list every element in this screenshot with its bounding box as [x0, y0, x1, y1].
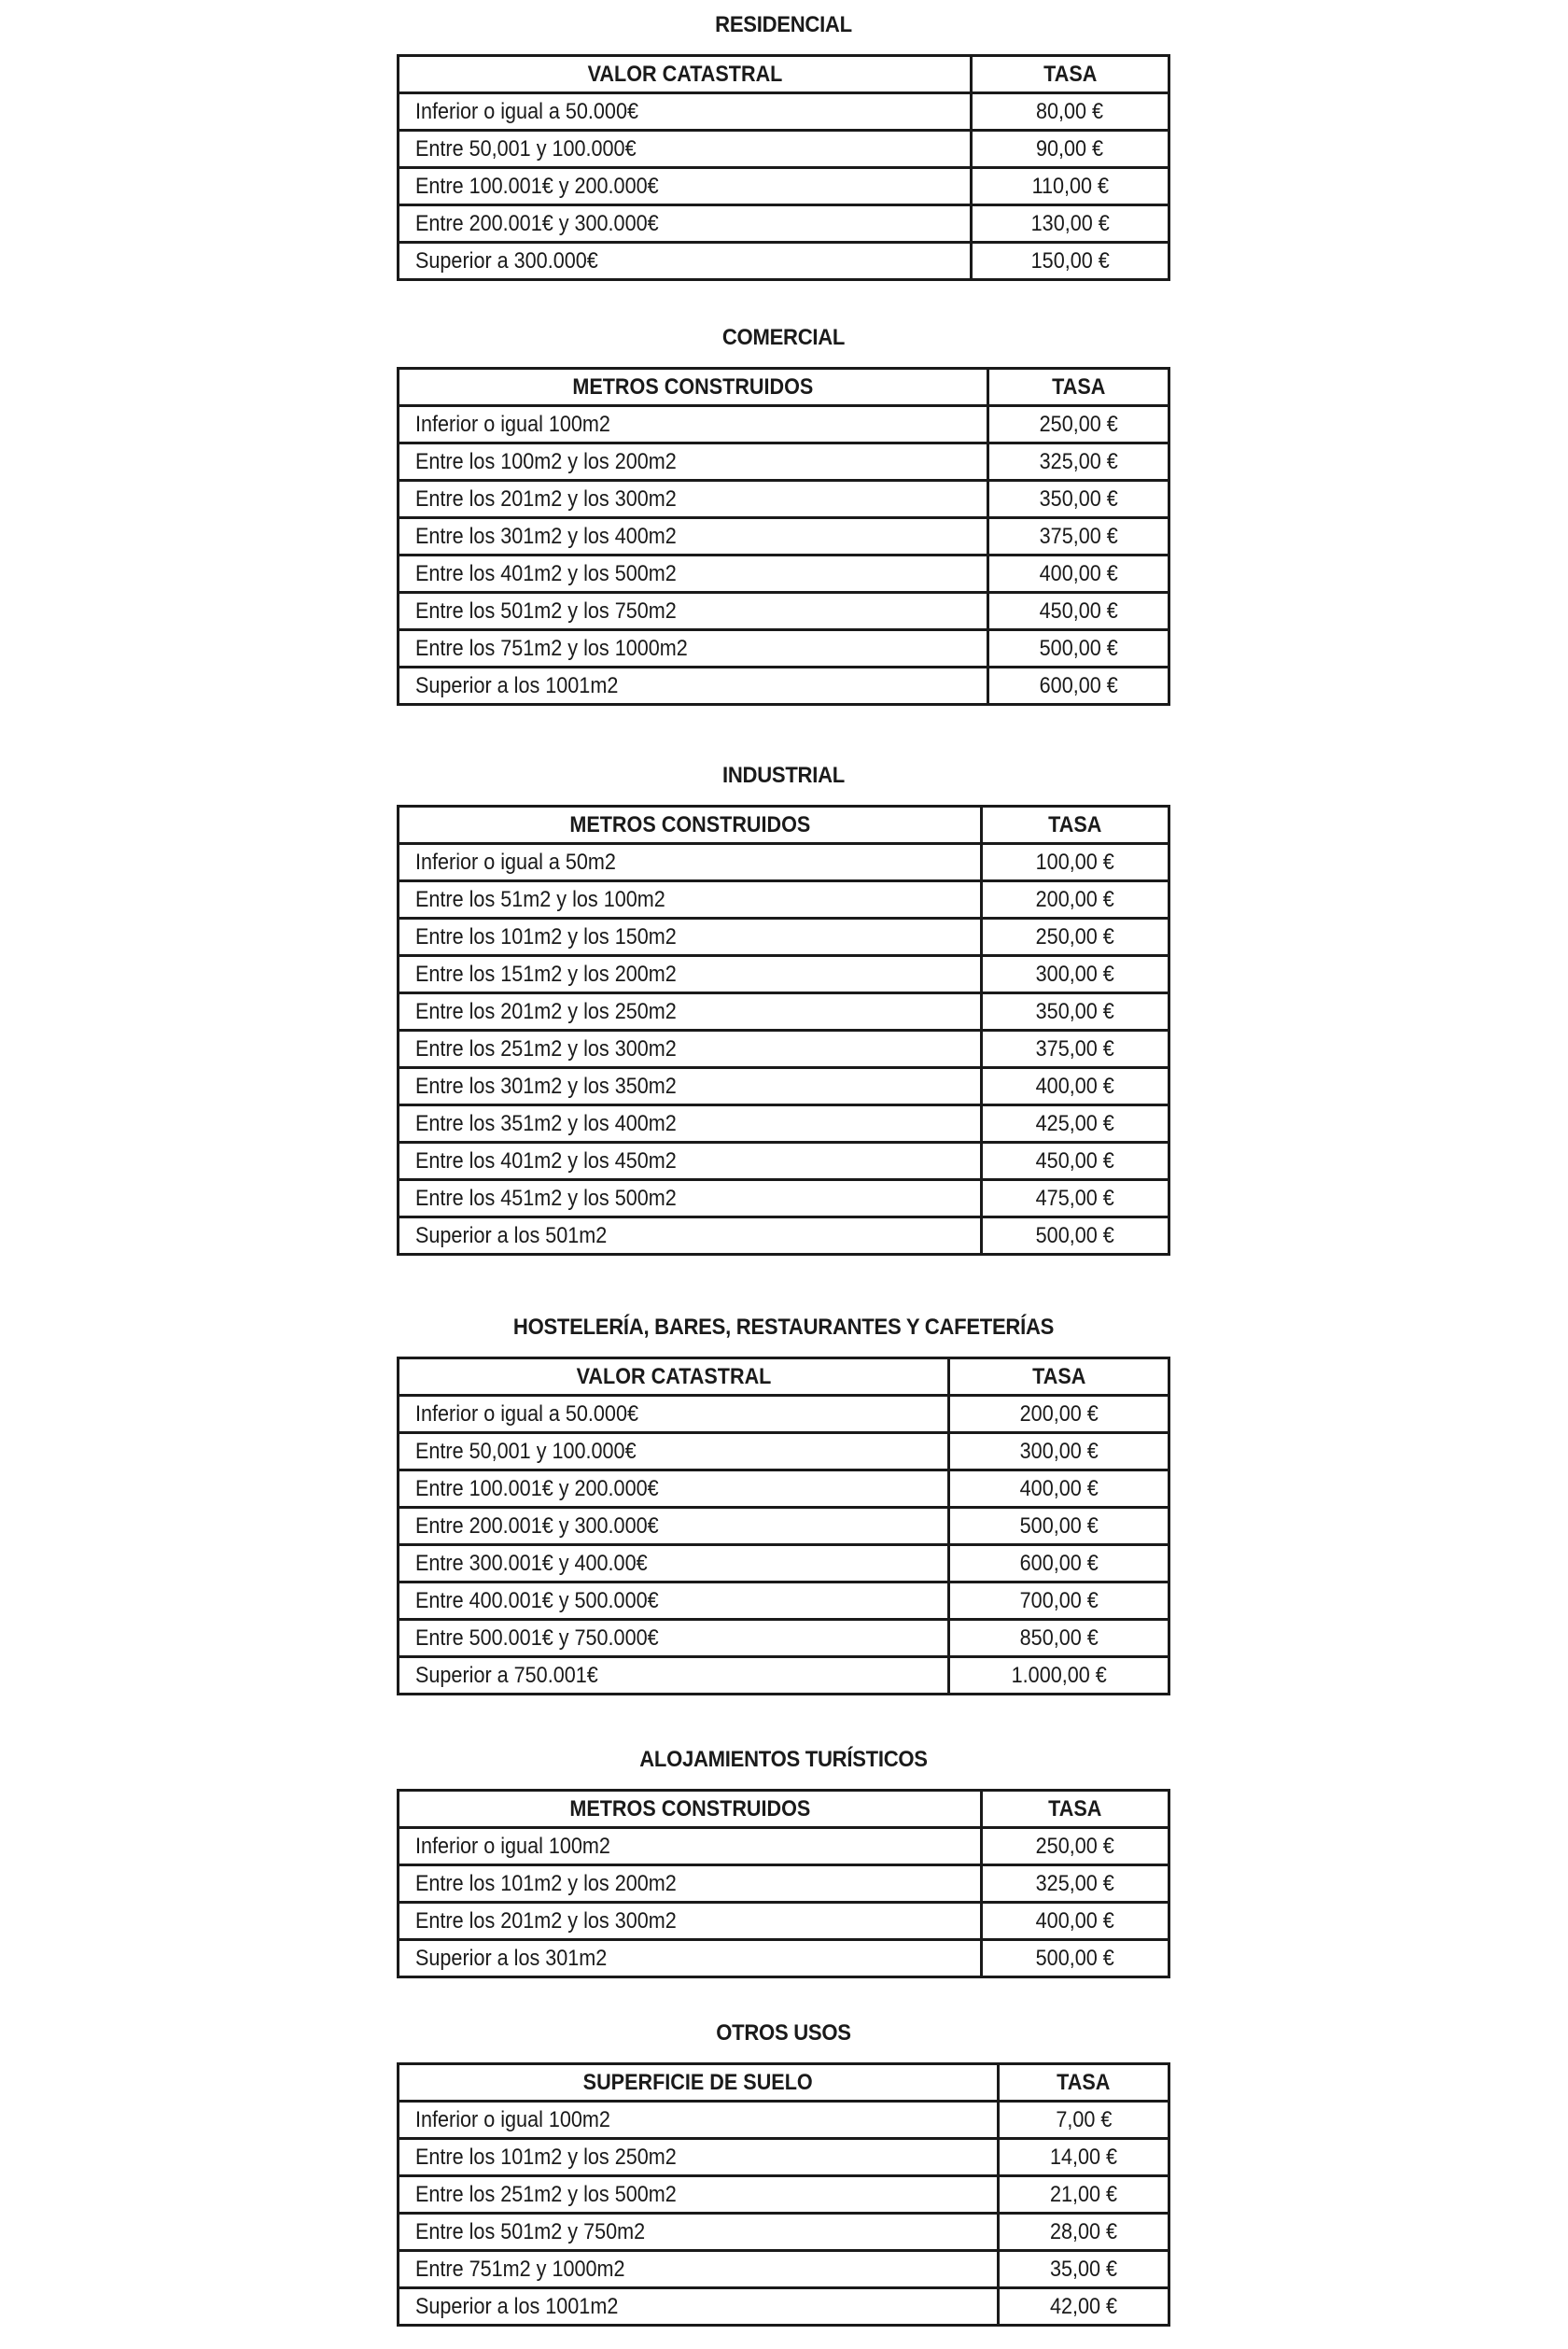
- fee-cell: [949, 1545, 1169, 1582]
- range-cell: [399, 2102, 999, 2139]
- fee-cell: [982, 844, 1169, 881]
- range-text: Entre 751m2 y 1000m2: [415, 2257, 625, 2282]
- fee-amount: 35,00 €: [1049, 2257, 1118, 2282]
- range-text: Superior a los 1001m2: [415, 673, 619, 698]
- rate-section: [397, 1735, 1170, 1978]
- fee-cell: [988, 406, 1169, 443]
- fee-amount: 600,00 €: [1039, 673, 1118, 698]
- table-row: [399, 1940, 1169, 1977]
- range-cell: [399, 1865, 982, 1903]
- range-cell: [399, 518, 988, 556]
- fee-amount: 300,00 €: [1035, 962, 1115, 987]
- range-text: Entre los 301m2 y los 400m2: [415, 524, 677, 549]
- range-text: Entre los 451m2 y los 500m2: [415, 1186, 677, 1211]
- range-text: Entre los 201m2 y los 300m2: [415, 486, 677, 512]
- table-row: [399, 205, 1169, 243]
- table-row: [399, 556, 1169, 593]
- fee-cell: [988, 556, 1169, 593]
- range-cell: [399, 168, 972, 205]
- range-cell: [399, 956, 982, 993]
- table-row: [399, 2139, 1169, 2176]
- header-label: METROS CONSTRUIDOS: [568, 1796, 811, 1822]
- fee-cell: [982, 1180, 1169, 1217]
- table-row: [399, 993, 1169, 1031]
- range-text: Superior a 300.000€: [415, 248, 598, 274]
- fee-amount: 250,00 €: [1039, 412, 1118, 437]
- range-cell: [399, 1508, 949, 1545]
- table-row: [399, 2288, 1169, 2326]
- range-text: Superior a 750.001€: [415, 1663, 598, 1688]
- table-row: [399, 1396, 1169, 1433]
- range-text: Inferior o igual a 50m2: [415, 850, 616, 875]
- table-row: [399, 1545, 1169, 1582]
- table-header-row: [399, 369, 1169, 406]
- table-row: [399, 1031, 1169, 1068]
- fee-amount: 850,00 €: [1019, 1625, 1099, 1651]
- range-text: Entre 100.001€ y 200.000€: [415, 1476, 659, 1501]
- table-row: [399, 1508, 1169, 1545]
- header-label: TASA: [1031, 1364, 1086, 1389]
- range-text: Entre los 101m2 y los 150m2: [415, 924, 677, 949]
- table-row: [399, 1433, 1169, 1470]
- table-row: [399, 443, 1169, 481]
- fee-amount: 200,00 €: [1019, 1401, 1099, 1427]
- range-cell: [399, 1657, 949, 1695]
- range-cell: [399, 1470, 949, 1508]
- column-header-fee: [982, 807, 1169, 844]
- table-row: [399, 406, 1169, 443]
- range-text: Superior a los 301m2: [415, 1946, 608, 1971]
- range-cell: [399, 1068, 982, 1105]
- range-text: Entre 300.001€ y 400.00€: [415, 1551, 648, 1576]
- fee-cell: [982, 1828, 1169, 1865]
- fee-cell: [999, 2139, 1169, 2176]
- fee-cell: [949, 1582, 1169, 1620]
- header-label: METROS CONSTRUIDOS: [572, 374, 814, 400]
- fee-cell: [982, 1217, 1169, 1255]
- column-header-range: [399, 369, 988, 406]
- table-row: [399, 2251, 1169, 2288]
- table-header-row: [399, 807, 1169, 844]
- fee-amount: 375,00 €: [1035, 1036, 1115, 1062]
- range-cell: [399, 881, 982, 919]
- range-text: Entre los 101m2 y los 250m2: [415, 2145, 677, 2170]
- fee-cell: [972, 131, 1169, 168]
- range-cell: [399, 406, 988, 443]
- range-cell: [399, 481, 988, 518]
- range-text: Entre 50,001 y 100.000€: [415, 136, 637, 162]
- range-cell: [399, 243, 972, 280]
- table-row: [399, 956, 1169, 993]
- fee-amount: 250,00 €: [1035, 924, 1115, 949]
- fee-amount: 500,00 €: [1035, 1946, 1115, 1971]
- fee-cell: [988, 630, 1169, 668]
- fee-cell: [999, 2251, 1169, 2288]
- column-header-fee: [988, 369, 1169, 406]
- table-row: [399, 1105, 1169, 1143]
- range-text: Entre los 501m2 y los 750m2: [415, 598, 677, 624]
- table-row: [399, 1620, 1169, 1657]
- column-header-fee: [972, 56, 1169, 93]
- fee-amount: 600,00 €: [1019, 1551, 1099, 1576]
- fee-amount: 375,00 €: [1039, 524, 1118, 549]
- fee-amount: 425,00 €: [1035, 1111, 1115, 1136]
- rate-table: [397, 54, 1170, 281]
- fee-amount: 1.000,00 €: [1011, 1663, 1107, 1688]
- fee-cell: [982, 881, 1169, 919]
- fee-amount: 350,00 €: [1039, 486, 1118, 512]
- range-cell: [399, 1433, 949, 1470]
- fee-cell: [988, 518, 1169, 556]
- range-cell: [399, 1828, 982, 1865]
- fee-cell: [982, 1105, 1169, 1143]
- range-text: Superior a los 501m2: [415, 1223, 608, 1248]
- section-title: HOSTELERÍA, BARES, RESTAURANTES Y CAFETERÍAS: [512, 1315, 1055, 1340]
- column-header-fee: [982, 1791, 1169, 1828]
- range-cell: [399, 1180, 982, 1217]
- range-cell: [399, 443, 988, 481]
- fee-amount: 450,00 €: [1035, 1148, 1115, 1174]
- table-row: [399, 2176, 1169, 2214]
- fee-amount: 475,00 €: [1035, 1186, 1115, 1211]
- range-text: Entre los 251m2 y los 500m2: [415, 2182, 677, 2207]
- range-text: Inferior o igual a 50.000€: [415, 1401, 638, 1427]
- range-text: Entre los 401m2 y los 450m2: [415, 1148, 677, 1174]
- table-row: [399, 1180, 1169, 1217]
- fee-cell: [988, 593, 1169, 630]
- table-row: [399, 1068, 1169, 1105]
- range-text: Entre los 501m2 y 750m2: [415, 2219, 646, 2244]
- range-cell: [399, 993, 982, 1031]
- table-row: [399, 630, 1169, 668]
- fee-cell: [982, 956, 1169, 993]
- range-cell: [399, 1903, 982, 1940]
- range-cell: [399, 1143, 982, 1180]
- fee-amount: 400,00 €: [1019, 1476, 1099, 1501]
- header-label: VALOR CATASTRAL: [587, 62, 782, 87]
- range-text: Entre los 151m2 y los 200m2: [415, 962, 677, 987]
- range-cell: [399, 1582, 949, 1620]
- table-row: [399, 1865, 1169, 1903]
- range-cell: [399, 919, 982, 956]
- table-row: [399, 1470, 1169, 1508]
- range-cell: [399, 1217, 982, 1255]
- header-label: TASA: [1043, 62, 1098, 87]
- range-cell: [399, 2176, 999, 2214]
- range-text: Entre los 301m2 y los 350m2: [415, 1074, 677, 1099]
- fee-amount: 500,00 €: [1019, 1513, 1099, 1539]
- fee-cell: [949, 1508, 1169, 1545]
- table-row: [399, 1582, 1169, 1620]
- fee-amount: 300,00 €: [1019, 1439, 1099, 1464]
- table-row: [399, 168, 1169, 205]
- range-cell: [399, 1545, 949, 1582]
- fee-cell: [982, 1068, 1169, 1105]
- fee-amount: 400,00 €: [1035, 1908, 1115, 1934]
- fee-cell: [982, 1940, 1169, 1977]
- range-text: Entre 500.001€ y 750.000€: [415, 1625, 659, 1651]
- table-row: [399, 1217, 1169, 1255]
- range-text: Inferior o igual 100m2: [415, 412, 610, 437]
- range-cell: [399, 1620, 949, 1657]
- table-row: [399, 1828, 1169, 1865]
- fee-cell: [982, 1143, 1169, 1180]
- range-cell: [399, 1396, 949, 1433]
- column-header-fee: [949, 1358, 1169, 1396]
- fee-amount: 21,00 €: [1049, 2182, 1118, 2207]
- fee-cell: [999, 2288, 1169, 2326]
- fee-cell: [949, 1620, 1169, 1657]
- table-row: [399, 243, 1169, 280]
- fee-cell: [982, 1865, 1169, 1903]
- section-title: ALOJAMIENTOS TURÍSTICOS: [639, 1747, 928, 1772]
- fee-amount: 7,00 €: [1055, 2107, 1113, 2132]
- fee-cell: [999, 2102, 1169, 2139]
- range-text: Entre los 101m2 y los 200m2: [415, 1871, 677, 1896]
- range-cell: [399, 1940, 982, 1977]
- fee-cell: [949, 1396, 1169, 1433]
- table-row: [399, 131, 1169, 168]
- table-row: [399, 668, 1169, 705]
- table-row: [399, 844, 1169, 881]
- table-row: [399, 1143, 1169, 1180]
- section-title: RESIDENCIAL: [715, 12, 852, 37]
- fee-amount: 325,00 €: [1039, 449, 1118, 474]
- table-row: [399, 518, 1169, 556]
- table-row: [399, 93, 1169, 131]
- fee-cell: [949, 1657, 1169, 1695]
- fee-amount: 350,00 €: [1035, 999, 1115, 1024]
- fee-cell: [982, 1031, 1169, 1068]
- range-text: Entre los 51m2 y los 100m2: [415, 887, 665, 912]
- fee-amount: 150,00 €: [1030, 248, 1110, 274]
- section-title: OTROS USOS: [716, 2020, 851, 2046]
- range-text: Entre 200.001€ y 300.000€: [415, 1513, 659, 1539]
- fee-cell: [982, 1903, 1169, 1940]
- fee-cell: [988, 443, 1169, 481]
- table-header-row: [399, 2064, 1169, 2102]
- header-label: TASA: [1048, 812, 1102, 837]
- table-header-row: [399, 1791, 1169, 1828]
- range-text: Entre los 201m2 y los 300m2: [415, 1908, 677, 1934]
- fee-cell: [999, 2176, 1169, 2214]
- fee-cell: [982, 919, 1169, 956]
- column-header-range: [399, 807, 982, 844]
- table-row: [399, 481, 1169, 518]
- table-header-row: [399, 1358, 1169, 1396]
- column-header-range: [399, 1791, 982, 1828]
- fee-cell: [972, 243, 1169, 280]
- fee-amount: 250,00 €: [1035, 1834, 1115, 1859]
- rate-section: [397, 313, 1170, 706]
- header-label: VALOR CATASTRAL: [576, 1364, 771, 1389]
- range-cell: [399, 556, 988, 593]
- range-cell: [399, 2288, 999, 2326]
- fee-amount: 500,00 €: [1035, 1223, 1115, 1248]
- range-text: Inferior o igual 100m2: [415, 2107, 610, 2132]
- fee-amount: 80,00 €: [1036, 99, 1104, 124]
- range-cell: [399, 630, 988, 668]
- table-header-row: [399, 56, 1169, 93]
- fee-cell: [972, 205, 1169, 243]
- table-row: [399, 2102, 1169, 2139]
- fee-amount: 100,00 €: [1035, 850, 1115, 875]
- range-text: Entre los 201m2 y los 250m2: [415, 999, 677, 1024]
- range-text: Superior a los 1001m2: [415, 2294, 619, 2319]
- range-text: Entre 200.001€ y 300.000€: [415, 211, 659, 236]
- column-header-range: [399, 1358, 949, 1396]
- fee-amount: 500,00 €: [1039, 636, 1118, 661]
- fee-cell: [949, 1470, 1169, 1508]
- rate-table: [397, 367, 1170, 706]
- range-cell: [399, 131, 972, 168]
- range-text: Entre los 751m2 y los 1000m2: [415, 636, 688, 661]
- fee-amount: 42,00 €: [1049, 2294, 1118, 2319]
- range-cell: [399, 1105, 982, 1143]
- fee-amount: 90,00 €: [1036, 136, 1104, 162]
- range-text: Inferior o igual 100m2: [415, 1834, 610, 1859]
- header-label: TASA: [1051, 374, 1106, 400]
- range-cell: [399, 593, 988, 630]
- range-cell: [399, 844, 982, 881]
- rate-table: [397, 805, 1170, 1256]
- range-cell: [399, 93, 972, 131]
- fee-amount: 450,00 €: [1039, 598, 1118, 624]
- fee-cell: [949, 1433, 1169, 1470]
- range-cell: [399, 2251, 999, 2288]
- range-text: Entre 50,001 y 100.000€: [415, 1439, 637, 1464]
- range-text: Entre los 401m2 y los 500m2: [415, 561, 677, 586]
- table-row: [399, 1903, 1169, 1940]
- table-row: [399, 919, 1169, 956]
- section-title: COMERCIAL: [721, 325, 846, 350]
- table-row: [399, 593, 1169, 630]
- range-cell: [399, 2214, 999, 2251]
- header-label: TASA: [1048, 1796, 1102, 1822]
- fee-amount: 325,00 €: [1035, 1871, 1115, 1896]
- fee-cell: [999, 2214, 1169, 2251]
- range-cell: [399, 668, 988, 705]
- fee-cell: [988, 668, 1169, 705]
- column-header-range: [399, 56, 972, 93]
- fee-cell: [972, 93, 1169, 131]
- rate-table: [397, 2062, 1170, 2327]
- header-label: SUPERFICIE DE SUELO: [582, 2070, 814, 2095]
- range-text: Entre 100.001€ y 200.000€: [415, 174, 659, 199]
- fee-amount: 200,00 €: [1035, 887, 1115, 912]
- fee-amount: 28,00 €: [1049, 2219, 1118, 2244]
- range-text: Entre los 351m2 y los 400m2: [415, 1111, 677, 1136]
- range-text: Inferior o igual a 50.000€: [415, 99, 638, 124]
- rate-section: [397, 0, 1170, 281]
- fee-cell: [972, 168, 1169, 205]
- range-cell: [399, 1031, 982, 1068]
- fee-amount: 14,00 €: [1049, 2145, 1118, 2170]
- range-text: Entre los 251m2 y los 300m2: [415, 1036, 677, 1062]
- fee-cell: [988, 481, 1169, 518]
- fee-amount: 700,00 €: [1019, 1588, 1099, 1613]
- fee-cell: [982, 993, 1169, 1031]
- table-row: [399, 1657, 1169, 1695]
- section-title: INDUSTRIAL: [722, 763, 845, 788]
- header-label: TASA: [1057, 2070, 1111, 2095]
- rate-section: [397, 2008, 1170, 2327]
- rate-table: [397, 1789, 1170, 1978]
- rate-table: [397, 1357, 1170, 1695]
- column-header-range: [399, 2064, 999, 2102]
- column-header-fee: [999, 2064, 1169, 2102]
- fee-amount: 400,00 €: [1039, 561, 1118, 586]
- fee-amount: 110,00 €: [1031, 174, 1109, 199]
- table-row: [399, 2214, 1169, 2251]
- range-cell: [399, 205, 972, 243]
- range-text: Entre 400.001€ y 500.000€: [415, 1588, 659, 1613]
- rate-section: [397, 751, 1170, 1256]
- fee-amount: 130,00 €: [1030, 211, 1110, 236]
- rate-section: [397, 1302, 1170, 1695]
- fee-amount: 400,00 €: [1035, 1074, 1115, 1099]
- header-label: METROS CONSTRUIDOS: [568, 812, 811, 837]
- range-cell: [399, 2139, 999, 2176]
- table-row: [399, 881, 1169, 919]
- range-text: Entre los 100m2 y los 200m2: [415, 449, 677, 474]
